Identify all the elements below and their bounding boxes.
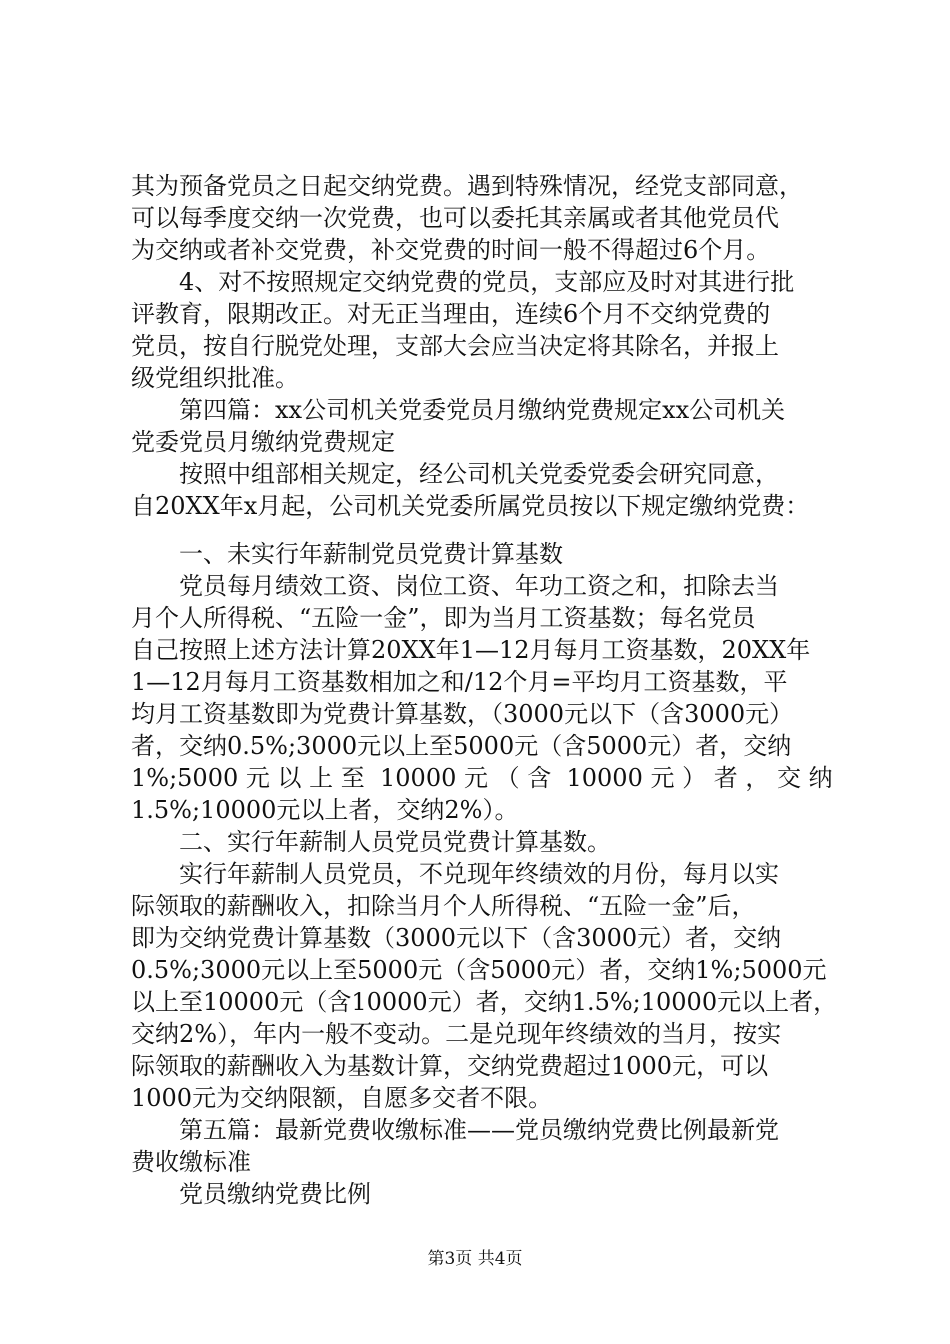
text-line: 1000元为交纳限额，自愿多交者不限。 xyxy=(131,1084,553,1112)
blank-line xyxy=(131,522,831,538)
text-line: 1—12月每月工资基数相加之和/12个月=平均月工资基数，平 xyxy=(131,668,788,696)
text-line: 自己按照上述方法计算20XX年1—12月每月工资基数，20XX年 xyxy=(131,636,811,664)
text-line: 党委党员月缴纳党费规定 xyxy=(131,428,395,456)
text-line: 4、对不按照规定交纳党费的党员，支部应及时对其进行批 xyxy=(179,268,795,296)
text-line: 党员每月绩效工资、岗位工资、年功工资之和，扣除去当 xyxy=(179,572,779,600)
page-footer: 第3页 共4页 xyxy=(427,1249,523,1269)
text-line: 党员，按自行脱党处理，支部大会应当决定将其除名，并报上 xyxy=(131,332,779,360)
text-line: 月个人所得税、“五险一金”，即为当月工资基数；每名党员 xyxy=(131,604,756,632)
text-line: 按照中组部相关规定，经公司机关党委党委会研究同意， xyxy=(179,460,779,488)
text-line: 党员缴纳党费比例 xyxy=(179,1180,371,1208)
text-line: 二、实行年薪制人员党员党费计算基数。 xyxy=(179,828,611,856)
text-line: 0.5%;3000元以上至5000元（含5000元）者，交纳1%;5000元 xyxy=(131,956,827,984)
text-line: 均月工资基数即为党费计算基数，（3000元以下（含3000元） xyxy=(131,700,794,728)
text-line: 第五篇：最新党费收缴标准——党员缴纳党费比例最新党 xyxy=(179,1116,779,1144)
text-line: 可以每季度交纳一次党费，也可以委托其亲属或者其他党员代 xyxy=(131,204,779,232)
text-line: 为交纳或者补交党费，补交党费的时间一般不得超过6个月。 xyxy=(131,236,771,264)
text-line: 即为交纳党费计算基数（3000元以下（含3000元）者，交纳 xyxy=(131,924,782,952)
text-line: 交纳2%），年内一般不变动。二是兑现年终绩效的当月，按实 xyxy=(131,1020,782,1048)
text-line: 际领取的薪酬收入，扣除当月个人所得税、“五险一金”后， xyxy=(131,892,756,920)
text-line: 者，交纳0.5%;3000元以上至5000元（含5000元）者，交纳 xyxy=(131,732,792,760)
text-line: 级党组织批准。 xyxy=(131,364,299,392)
text-line: 评教育，限期改正。对无正当理由，连续6个月不交纳党费的 xyxy=(131,300,771,328)
text-line: 第四篇：xx公司机关党委党员月缴纳党费规定xx公司机关 xyxy=(179,396,786,424)
text-line: 其为预备党员之日起交纳党费。遇到特殊情况，经党支部同意， xyxy=(131,172,803,200)
text-line: 实行年薪制人员党员，不兑现年终绩效的月份，每月以实 xyxy=(179,860,779,888)
text-line: 际领取的薪酬收入为基数计算，交纳党费超过1000元，可以 xyxy=(131,1052,769,1080)
text-line: 一、未实行年薪制党员党费计算基数 xyxy=(179,540,563,568)
text-line: 以上至10000元（含10000元）者，交纳1.5%;10000元以上者， xyxy=(131,988,838,1016)
text-line: 费收缴标准 xyxy=(131,1148,251,1176)
text-line: 自20XX年x月起，公司机关党委所属党员按以下规定缴纳党费： xyxy=(131,492,810,520)
text-line: 1.5%;10000元以上者，交纳2%）。 xyxy=(131,796,519,824)
text-line: 1%;5000 元 以 上 至 10000 元 （ 含 10000 元 ） 者 ， 交 纳 xyxy=(131,764,833,792)
document-body xyxy=(131,170,838,1210)
